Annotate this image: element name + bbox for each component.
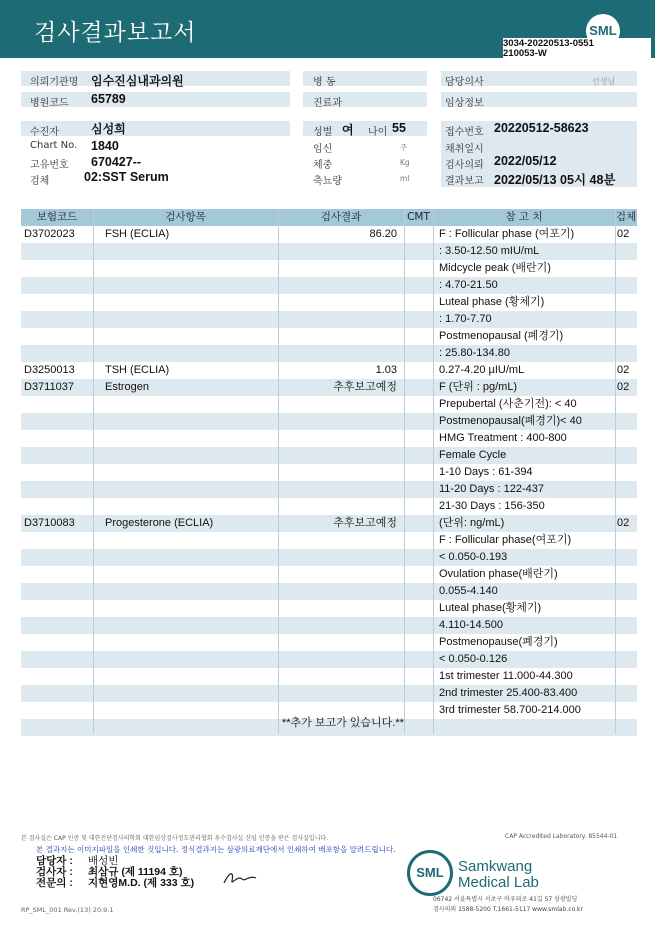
table-row [21, 532, 637, 549]
cell-item: TSH (ECLIA) [105, 364, 170, 376]
cell-reference: : 1.70-7.70 [439, 313, 492, 325]
urine-label: 축뇨량 [313, 176, 342, 187]
col-item-header: 검사항목 [165, 211, 206, 223]
table-row [21, 481, 637, 498]
age-label: 나이 [368, 127, 388, 138]
cell-reference: Luteal phase(황체기) [439, 602, 542, 614]
table-row [21, 464, 637, 481]
clinical-label: 임상정보 [445, 98, 484, 109]
cell-reference: 4.110-14.500 [439, 619, 504, 631]
cell-code: D3710083 [24, 517, 75, 529]
institution-label: 의뢰기관명 [30, 77, 79, 88]
cell-reference: (단위: ng/mL) [439, 517, 505, 529]
table-row [21, 396, 637, 413]
urine-unit: ml [400, 174, 410, 183]
table-row [21, 277, 637, 294]
specimen-value: 02:SST Serum [84, 170, 169, 184]
pregnancy-unit: 주 [400, 143, 408, 152]
collect-label: 채취일시 [445, 144, 484, 155]
cell-reference: 1st trimester 11.000-44.300 [439, 670, 573, 682]
table-row [21, 600, 637, 617]
receipt-value: 20220512-58623 [494, 121, 589, 135]
cell-reference: Luteal phase (황체기) [439, 296, 545, 308]
patient-label: 수진자 [30, 127, 59, 138]
cell-reference: F (단위 : pg/mL) [439, 381, 518, 393]
weight-label: 체중 [313, 160, 333, 171]
lab-name-line1: Samkwang [458, 858, 533, 875]
col-reference-header: 참 고 치 [505, 211, 543, 223]
report-code-line1: 3034-20220513-0551 [503, 38, 594, 49]
col-specimen-header: 검체 [615, 211, 637, 223]
col-code-header: 보험코드 [36, 211, 78, 223]
pregnancy-label: 임신 [313, 144, 333, 155]
sml-logo: SML [586, 14, 620, 48]
cell-reference: 3rd trimester 58.700-214.000 [439, 704, 581, 716]
report-code [503, 38, 651, 58]
institution-value: 임수진심내과의원 [91, 74, 184, 88]
cell-reference: Postmenopausal(폐경기)< 40 [439, 415, 582, 427]
table-row [21, 617, 637, 634]
form-code: RP_SML_001 Rev.(13) 20.9.1 [21, 906, 114, 914]
cell-specimen: 02 [617, 228, 630, 240]
cell-reference: 1-10 Days : 61-394 [439, 466, 533, 478]
table-row [21, 566, 637, 583]
cell-item: Estrogen [105, 381, 150, 393]
cell-reference: F : Follicular phase (여포기) [439, 228, 575, 240]
table-row [21, 311, 637, 328]
samkwang-logo: SML [407, 850, 453, 896]
column-divider [404, 209, 405, 734]
cell-reference: : 25.80-134.80 [439, 347, 510, 359]
cell-reference: Postmenopause(폐경기) [439, 636, 558, 648]
charge-value: 배성빈 [88, 855, 119, 867]
table-row [21, 668, 637, 685]
cell-reference: < 0.050-0.193 [439, 551, 508, 563]
cell-reference: Ovulation phase(배란기) [439, 568, 558, 580]
table-row [21, 430, 637, 447]
cell-result: 86.20 [369, 228, 397, 240]
cell-code: D3702023 [24, 228, 75, 240]
cell-specimen: 02 [617, 381, 630, 393]
table-row [21, 413, 637, 430]
cell-reference: Female Cycle [439, 449, 507, 461]
info-bar [21, 121, 290, 136]
table-row [21, 294, 637, 311]
table-row [21, 328, 637, 345]
charge-label: 담당자 : [36, 855, 73, 867]
table-row [21, 685, 637, 702]
additional-report-note: **추가 보고가 있습니다.** [282, 717, 404, 729]
request-value: 2022/05/12 [494, 154, 557, 168]
tester-value: 최삼규 (제 11194 호) [88, 866, 183, 878]
table-row [21, 651, 637, 668]
column-divider [615, 209, 616, 734]
table-row [21, 498, 637, 515]
tester-label: 검사자 : [36, 866, 73, 878]
cell-reference: 0.27-4.20 µIU/mL [439, 364, 525, 376]
column-divider [433, 209, 434, 734]
cell-reference: 0.055-4.140 [439, 585, 498, 597]
lab-contact: 검사의뢰 1588-5200 T.1661-5117 www.smlab.co.kr [433, 906, 583, 913]
specialist-label: 전문의 : [36, 877, 73, 889]
dept-label: 진료과 [313, 98, 342, 109]
lab-name-line2: Medical Lab [458, 874, 539, 891]
lab-address: 06742 서울특별시 서초구 바우뫼로 41길 57 삼광빌딩 [433, 896, 578, 903]
ward-label: 병 동 [313, 77, 336, 88]
cell-reference: HMG Treatment : 400-800 [439, 432, 567, 444]
doctor-value: 선생님 [592, 77, 616, 86]
cell-reference: Postmenopausal (폐경기) [439, 330, 564, 342]
col-result-header: 검사결과 [320, 211, 362, 223]
id-value: 670427-- [91, 155, 142, 169]
weight-unit: Kg [400, 158, 410, 167]
results-table-header [21, 209, 637, 226]
table-row [21, 260, 637, 277]
age-value: 55 [392, 121, 406, 135]
cell-code: D3250013 [24, 364, 75, 376]
chart-label: Chart No. [30, 140, 78, 151]
report-label: 결과보고 [445, 176, 484, 187]
table-row [21, 634, 637, 651]
cell-reference: : 3.50-12.50 mIU/mL [439, 245, 540, 257]
hospital-code-label: 병원코드 [30, 98, 69, 109]
accreditation-note: 본 검사실은 CAP 인증 및 대한진단검사의학회 대한임상검사정도관리협회 우수검사실 신임 인증을 받은 검사실입니다. [21, 835, 329, 842]
hospital-code-value: 65789 [91, 92, 126, 106]
cell-reference: 11-20 Days : 122-437 [439, 483, 544, 495]
cell-result: 추후보고예정 [333, 381, 397, 393]
cell-reference: Prepubertal (사춘기전): < 40 [439, 398, 577, 410]
table-row [21, 362, 637, 379]
table-row [21, 379, 637, 396]
signature-image [222, 869, 258, 887]
cell-reference: : 4.70-21.50 [439, 279, 498, 291]
report-value: 2022/05/13 05시 48분 [494, 173, 616, 187]
chart-value: 1840 [91, 139, 119, 153]
cell-item: Progesterone (ECLIA) [105, 517, 214, 529]
report-code-line2: 210053-W [503, 48, 547, 59]
cell-result: 추후보고예정 [333, 517, 397, 529]
cell-reference: < 0.050-0.126 [439, 653, 508, 665]
table-row [21, 515, 637, 532]
table-row [21, 447, 637, 464]
column-divider [278, 209, 279, 734]
sex-value: 여 [342, 123, 354, 137]
cell-reference: 2nd trimester 25.400-83.400 [439, 687, 578, 699]
cell-code: D3711037 [24, 381, 74, 393]
report-title: 검사결과보고서 [34, 20, 197, 46]
specialist-value: 지현영M.D. (제 333 호) [88, 877, 195, 889]
cap-accreditation: CAP Accredited Laboratory. 85544-01 [505, 833, 618, 840]
report-header [0, 0, 655, 58]
id-label: 고유번호 [30, 160, 69, 171]
table-row [21, 549, 637, 566]
cell-result: 1.03 [375, 364, 397, 376]
cell-reference: F : Follicular phase(여포기) [439, 534, 572, 546]
table-row [21, 243, 637, 260]
receipt-label: 접수번호 [445, 127, 484, 138]
specimen-label: 검체 [30, 176, 50, 187]
cell-reference: 21-30 Days : 156-350 [439, 500, 545, 512]
print-notice: 본 결과지는 이미지파일을 인쇄한 것입니다. 정식결과지는 삼광의료재단에서 인쇄하여 배포함을 알려드립니다. [36, 845, 396, 854]
cell-item: FSH (ECLIA) [105, 228, 170, 240]
table-row [21, 583, 637, 600]
table-row [21, 345, 637, 362]
col-cmt-header: CMT [407, 211, 430, 223]
table-row [21, 226, 637, 243]
cell-specimen: 02 [617, 517, 630, 529]
sex-label: 성별 [313, 127, 333, 138]
column-divider [93, 209, 94, 734]
request-label: 검사의뢰 [445, 160, 484, 171]
doctor-label: 담당의사 [445, 77, 484, 88]
patient-value: 심성희 [91, 122, 126, 136]
cell-reference: Midcycle peak (배란기) [439, 262, 551, 274]
cell-specimen: 02 [617, 364, 630, 376]
